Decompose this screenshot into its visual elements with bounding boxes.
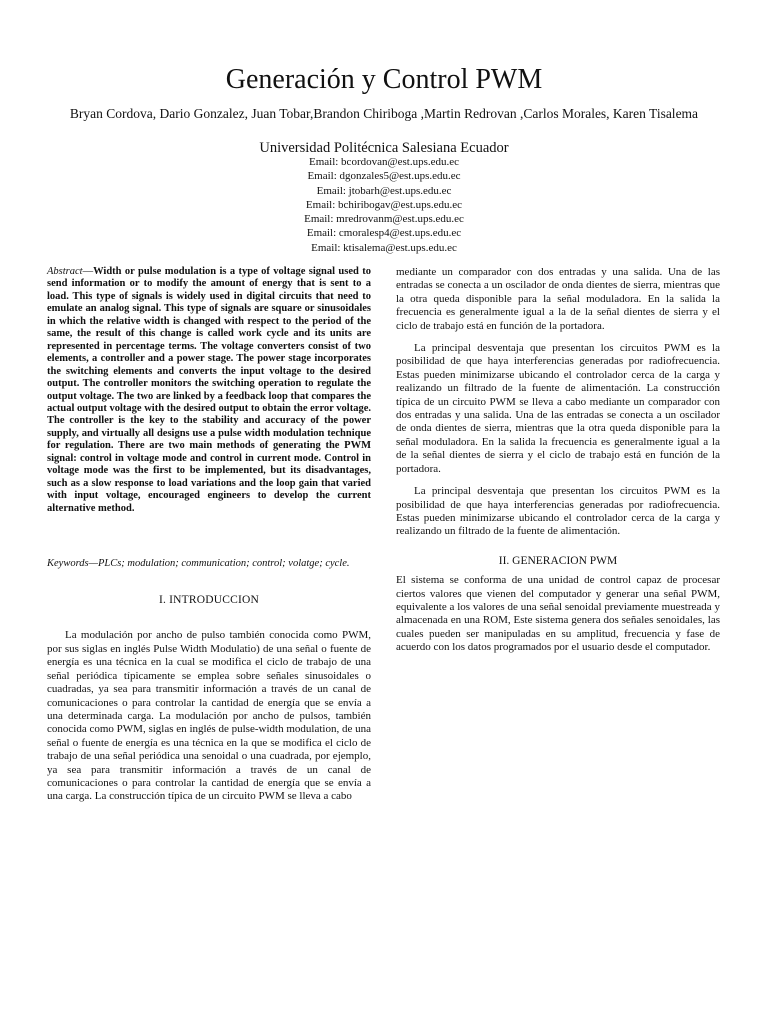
email-list	[0, 155, 768, 255]
intro-paragraph: La modulación por ancho de pulso también conocida como PWM, por sus siglas en inglés Pulse Width Modulatio) de una señal o fuente de energía es una técnica en la cual se modifica el ciclo de trabajo de una señal periódica típicamente se emplea sobre señales sinusoidales o cuadradas, ya sea para transmitir información a través de un canal de comunicaciones o para controlar la cantidad de energía que se envía a una determinada carga. La modulación por ancho de pulsos, también conocida como PWM, siglas en inglés de pulse-width modulation, de una señal o fuente de energía es una técnica en la que se modifica el ciclo de trabajo de una señal periódica una senoidal o una cuadrada, por ejemplo, ya sea para transmitir información a través de un canal de comunicaciones o para controlar la cantidad de energía que se envía a una carga. La construcción típica de un circuito PWM se lleva a cabo	[47, 629, 371, 803]
abstract	[47, 266, 371, 515]
abstract-body: Width or pulse modulation is a type of voltage signal used to send information or to modify the amount of energy that is sent to a load. This type of signals is widely used in digital circuits that need to emulate an analog signal. This type of signals are square or sinusoidales in which the relative width is changed with respect to the period of the same, the result of this change is called work cycle and its units are represented in percentage terms. The voltage converters consist of two elements, a controller and a power stage. The power stage incorporates the switching elements and converts the input voltage to the desired output. The controller monitors the switching operation to regulate the output voltage. The two are linked by a feedback loop that compares the actual output voltage with the desired output to obtain the error voltage. The controller is the key to the stability and accuracy of the power supply, and virtually all designs use a pulse width modulation technique for regulation. There are two main methods of generating the PWM signal: control in voltage mode and control in current mode. Control in voltage mode was the first to be implemented, but its disadvantages, such as a slow response to load variations and the loop gain that varied with input voltage, encouraged engineers to develop the current alternative method.	[47, 266, 371, 514]
section-heading-introduccion: I. INTRODUCCION	[158, 594, 260, 607]
email-line: Email: jtobarh@est.ups.edu.ec	[316, 184, 452, 197]
email-line: Email: dgonzales5@est.ups.edu.ec	[307, 170, 461, 183]
body-paragraph: mediante un comparador con dos entradas y una salida. Una de las entradas se conecta a un oscilador de onda dientes de sierra, mientras que la otra queda disponible para la señal moduladora. En la salida la frecuencia es generalmente igual a la de la señal dientes de sierra y el ciclo de trabajo está en función de la portadora.	[396, 266, 720, 332]
body-paragraph: El sistema se conforma de una unidad de control capaz de procesar ciertos valores que vienen del computador y generar una señal PWM, equivalente a los valores de una señal senoidal previamente muestreada y almacenada en una ROM, Este sistema genera dos señales senoidales, las cuales pueden ser manipuladas en su amplitud, frecuencia y fase de acuerdo con los datos programados por el usuario desde el computador.	[396, 574, 720, 654]
keywords: Keywords—PLCs; modulation; communication; control; volatge; cycle.	[47, 558, 350, 570]
email-line: Email: cmoralesp4@est.ups.edu.ec	[306, 227, 462, 240]
section-heading-generacion-pwm: II. GENERACION PWM	[498, 554, 618, 567]
abstract-lead: Abstract	[47, 266, 83, 277]
body-paragraph: La principal desventaja que presentan los circuitos PWM es la posibilidad de que haya interferencias generadas por radiofrecuencia. Estas pueden minimizarse ubicando el controlador cerca de la carga y realizando un filtrado de la fuente de alimentación. La construcción típica de un circuito PWM se lleva a cabo mediante un comparador con dos entradas y una salida. Una de las entradas se conecta a un oscilador de onda dientes de sierra, mientras que la otra queda disponible para la señal moduladora. En la salida la frecuencia es generalmente igual a la de la señal dientes de sierra y el ciclo de trabajo está en función de la portadora.	[396, 342, 720, 475]
abstract-dash: —	[82, 266, 94, 277]
author-list: Bryan Cordova, Dario Gonzalez, Juan Tobar,Brandon Chiriboga ,Martin Redrovan ,Carlos Morales, Karen Tisalema	[69, 106, 699, 121]
body-paragraph: La principal desventaja que presentan los circuitos PWM es la posibilidad de que haya interferencias generadas por radiofrecuencia. Estas pueden minimizarse ubicando el controlador cerca de la carga y realizando un filtrado de la fuente de alimentación.	[396, 485, 720, 538]
right-column	[396, 266, 720, 664]
left-column	[47, 266, 371, 813]
affiliation: Universidad Politécnica Salesiana Ecuador	[259, 140, 509, 156]
paper-title: Generación y Control PWM	[225, 64, 543, 95]
email-line: Email: bchiribogav@est.ups.edu.ec	[305, 198, 463, 211]
email-line: Email: mredrovanm@est.ups.edu.ec	[304, 213, 464, 226]
email-line: Email: ktisalema@est.ups.edu.ec	[311, 241, 457, 254]
email-line: Email: bcordovan@est.ups.edu.ec	[308, 156, 460, 168]
